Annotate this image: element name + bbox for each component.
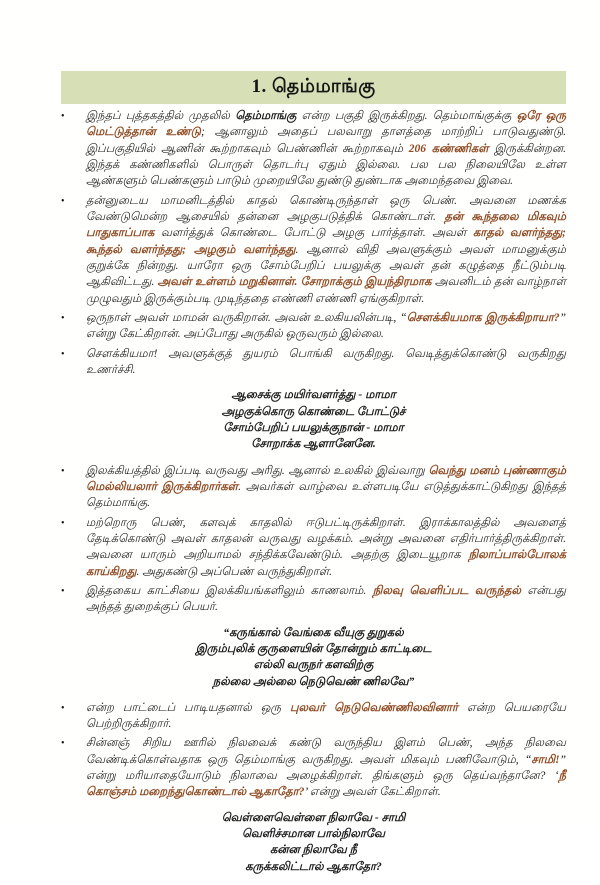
verse-line: “கருங்கால் வேங்கை வீயுகு துறுகல் [223, 626, 404, 639]
text-segment: என்பது அந்தத் துறைக்குப் பெயர். [86, 584, 567, 614]
verse-line: சோறாக்க ஆளானேனே. [251, 438, 376, 451]
text-segment: . ஆனால் விதி அவளுக்கும் அவள் மாமனுக்கும் குறுக்கே நின்றது. யாரோ ஒரு சோம்பேறிப் பயலுக்கு அவள் தன் கழுத்தை நீட்டும்படி ஆகிவிட்டது. [86, 243, 566, 289]
verse-line: கன்ன நிலாவே நீ [269, 844, 358, 857]
emphasized-text-segment: காதல் வளர்ந்தது; கூந்தல் வளர்ந்தது; அழகும் வளர்ந்தது [86, 227, 566, 256]
paragraph-text [86, 310, 566, 343]
text-segment: ” என்று கேட்கிறான். அப்போது அருகில் ஒருவரும் இல்லை. [86, 311, 566, 341]
bullet-icon: • [61, 738, 65, 750]
verse-line: நல்லை அல்லை நெடுவெண் ணிலவே” [212, 675, 415, 688]
list-item [61, 346, 566, 379]
text-segment: தன்னுடைய மாமனிடத்தில் காதல் கொண்டிருந்தாள் ஒரு பெண். அவனை மணக்க வேண்டுமென்ற ஆசையில் தன்னை அழகுபடுத்திக் கொண்டாள். [86, 194, 566, 223]
paragraph-text [86, 108, 566, 190]
emphasized-text-segment: சௌக்கியமாக இருக்கிறாயா? [406, 311, 560, 324]
text-segment: இருக்கின்றன. இந்தக் கண்ணிகளில் பொருள் தொடர்பு ஏதும் இல்லை. பல பல நிலையிலே உள்ள ஆண்களும் பெண்களும் பாடும் முறையிலே துண்டு துண்டாக அமைந்தவை இவை. [86, 142, 566, 188]
text-segment: சௌக்கியமா! அவளுக்குத் துயரம் பொங்கி வருகிறது. வெடித்துக்கொண்டு வருகிறது உணர்ச்சி. [86, 347, 566, 376]
paragraph-text [86, 346, 566, 379]
text-segment: என்ற பாட்டைப் பாடியதனால் ஒரு [86, 701, 290, 714]
emphasized-text-segment: நிலவு வெளிப்பட வருந்தல் [372, 584, 521, 597]
list-item [61, 515, 566, 580]
page-title: 1. தெம்மாங்கு [251, 75, 376, 97]
text-segment: இலக்கியத்தில் இப்படி வருவது அரிது. ஆனால் உலகில் இவ்வாறு [86, 464, 429, 477]
text-segment: அவனிடம் தன் வாழ்நாள் முழுவதும் இருக்கும்படி முடிந்ததை எண்ணி எண்ணி ஏங்குகிறாள். [86, 276, 567, 305]
list-item [61, 583, 566, 616]
list-item [61, 310, 566, 343]
paragraph-text [86, 463, 566, 512]
document-body [61, 108, 566, 885]
bullet-icon: • [61, 465, 65, 477]
paragraph-text [86, 193, 566, 307]
paragraph-text [86, 515, 566, 580]
text-segment: மற்றொரு பெண், களவுக் காதலில் ஈடுபட்டிருக்கிறாள். இராக்காலத்தில் அவளைத் தேடிக்கொண்டு அவள் காதலன் வருவது வழக்கம். அன்று அவனை எதிர்பார்த்திருக்கிறாள். அவனை யாரும் அறியாமல் சந்திக்கவேண்டும். அதற்கு இடையூறாக [86, 516, 566, 562]
emphasized-text-segment: தன் கூந்தலை மிகவும் பாதுகாப்பாக [86, 210, 566, 240]
text-segment: ’ என்று அவள் கேட்கிறாள். [304, 786, 441, 799]
text-segment: சின்னஞ் சிறிய ஊரில் நிலவைக் கண்டு வருந்திய இளம் பெண், அந்த நிலவை வேண்டிக்கொள்வதாக ஒரு தெம்மாங்கு வருகிறது. அவள் மிகவும் பணிவோடும், “ [86, 737, 566, 766]
emphasized-text-segment: 206 கண்ணிகள் [408, 142, 489, 155]
verse-line: வெள்ளைவெள்ளை நிலாவே - சாமி [221, 811, 406, 824]
text-segment: ” என்று மரியாதையோடும் நிலாவை அழைக்கிறாள். திங்களும் ஒரு தெய்வந்தானே? ‘ [86, 753, 566, 783]
verse-line: எல்லி வருநர் களவிற்கு [253, 659, 374, 672]
list-item [61, 463, 566, 512]
bullet-icon: • [61, 702, 65, 714]
list-item [61, 700, 566, 733]
text-segment: என்ற பெயரையே பெற்றிருக்கிறார். [86, 701, 567, 731]
text-segment: இந்தப் புத்தகத்தில் முதலில் [86, 110, 236, 122]
bullet-icon: • [61, 111, 65, 122]
emphasized-text-segment: வெந்து மனம் புண்ணாகும் மெல்லியலார் இருக்கிறார்கள் [86, 464, 566, 493]
verse-line: இரும்புலிக் குருளையின் தோன்றும் காட்டிடை [195, 642, 432, 655]
verse-line: கருக்கலிட்டால் ஆகாதோ? [245, 860, 382, 873]
folk-song-verse [61, 387, 566, 452]
paragraph-text [86, 700, 566, 733]
emphasized-text-segment: புலவர் நெடுவெண்ணிலவினார் [289, 701, 459, 714]
text-segment: ; ஆனாலும் அதைப் பலவாறு தாளத்தை மாற்றிப் பாடுவதுண்டு. இப்பகுதியில் ஆணின் கூற்றாகவும் பெண்ணின் கூற்றாகவும் [86, 126, 566, 155]
paragraph-text [86, 735, 566, 800]
text-segment: என்ற பகுதி இருக்கிறது. தெம்மாங்குக்கு [296, 110, 517, 122]
bullet-icon: • [61, 585, 65, 597]
folk-song-verse [61, 625, 566, 690]
folk-song-verse [61, 810, 566, 875]
verse-line: சோம்பேறிப் பயலுக்குநான் - மாமா [223, 421, 404, 434]
verse-line: வெளிச்சமான பால்நிலாவே [241, 828, 386, 841]
emphasized-text-segment: சாமி! [531, 753, 560, 766]
list-item [61, 735, 566, 800]
bullet-icon: • [61, 195, 65, 207]
emphasized-text-segment: ஒரே ஒரு மெட்டுத்தான் உண்டு [86, 110, 566, 139]
list-item [61, 193, 566, 307]
list-item [61, 108, 566, 190]
text-segment: . அவர்கள் வாழ்வை உள்ளபடியே எடுத்துக்காட்டுகிறது இந்தத் தெம்மாங்கு. [86, 480, 566, 510]
text-segment: . அதுகண்டு அப்பெண் வருந்துகிறாள். [136, 565, 332, 578]
text-segment: இத்தகைய காட்சியை இலக்கியங்களிலும் காணலாம். [86, 584, 373, 597]
emphasized-text-segment: அவள் உள்ளம் மறுகினாள். சோறாக்கும் இயந்திரமாக [157, 276, 432, 289]
emphasized-text-segment: தெம்மாங்கு [235, 110, 297, 122]
text-segment: வளர்த்துக் கொண்டை போட்டு அழகு பார்த்தாள். அவள் [154, 227, 473, 240]
emphasized-text-segment: நிலாப்பால்போலக் காய்கிறது [86, 549, 566, 578]
bullet-icon: • [61, 348, 65, 360]
bullet-icon: • [61, 517, 65, 529]
verse-line: ஆசைக்கு மயிர்வளர்த்து - மாமா [231, 389, 396, 402]
verse-line: அழகுக்கொரு கொண்டை போட்டுச் [221, 405, 406, 418]
paragraph-text [86, 583, 566, 616]
section-header-band [61, 71, 566, 104]
emphasized-text-segment: நீ கொஞ்சம் மறைந்துகொண்டால் ஆகாதோ? [86, 770, 566, 799]
bullet-icon: • [61, 312, 65, 324]
text-segment: ஒருநாள் அவள் மாமன் வருகிறான். அவன் உலகியலின்படி, “ [86, 311, 407, 324]
